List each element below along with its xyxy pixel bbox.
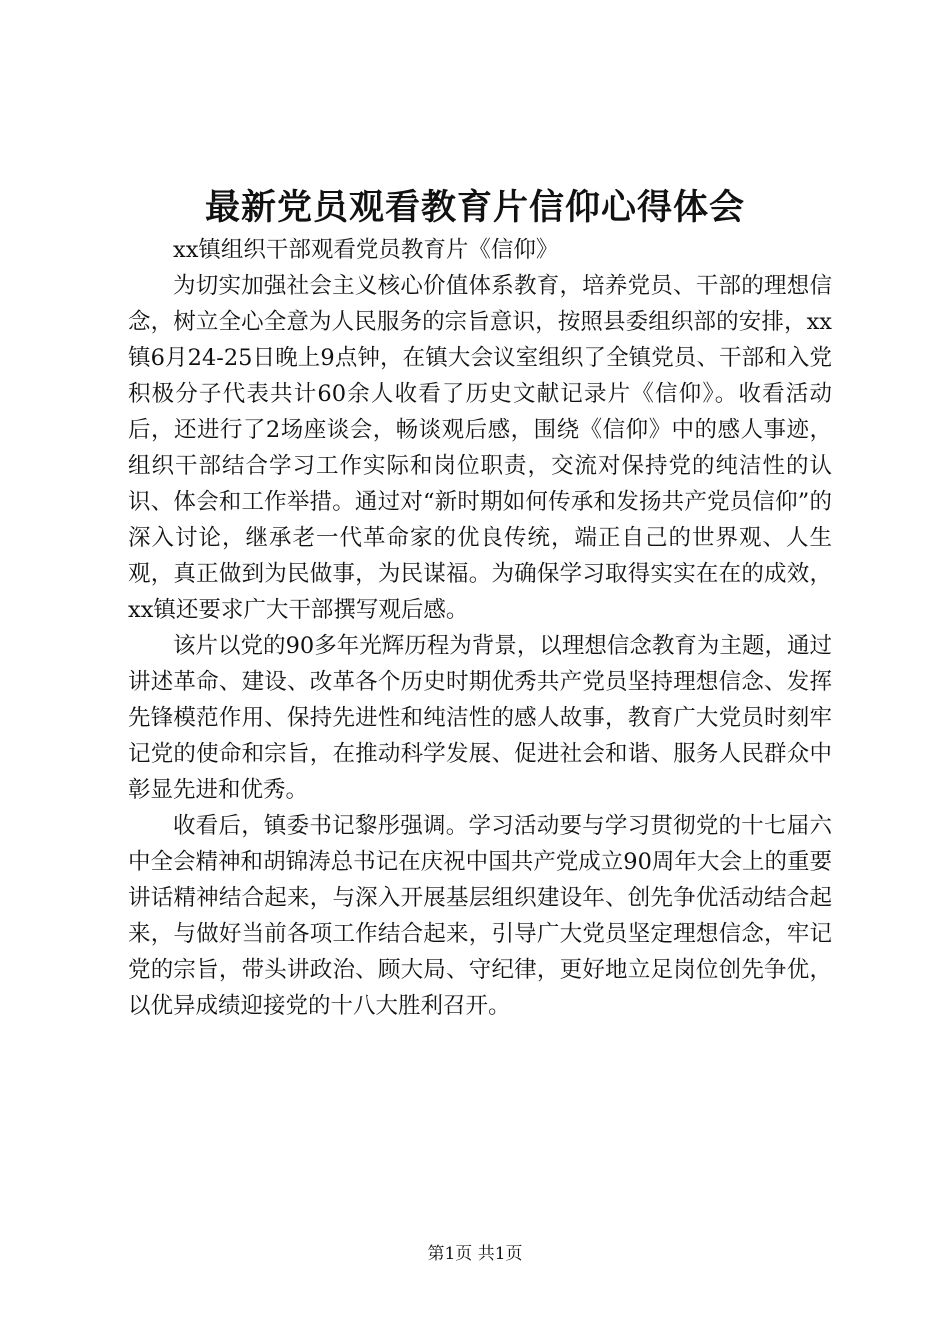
paragraph: 收看后，镇委书记黎彤强调。学习活动要与学习贯彻党的十七届六中全会精神和胡锦涛总书记在庆祝中国共产党成立90周年大会上的重要讲话精神结合起来，与深入开展基层组织建设年、创先争优活动结合起来，与做好当前各项工作结合起来，引导广大党员坚定理想信念，牢记党的宗旨，带头讲政治、顾大局、守纪律，更好地立足岗位创先争优，以优异成绩迎接党的十八大胜利召开。: [128, 813, 832, 1019]
paragraph-subtitle: xx镇组织干部观看党员教育片《信仰》: [173, 237, 559, 263]
paragraph: 为切实加强社会主义核心价值体系教育，培养党员、干部的理想信念，树立全心全意为人民服务的宗旨意识，按照县委组织部的安排，xx镇6月24-25日晚上9点钟，在镇大会议室组织了全镇党员、干部和入党积极分子代表共计60余人收看了历史文献记录片《信仰》。收看活动后，还进行了2场座谈会，畅谈观后感，围绕《信仰》中的感人事迹，组织干部结合学习工作实际和岗位职责，交流对保持党的纯洁性的认识、体会和工作举措。通过对“新时期如何传承和发扬共产党员信仰”的深入讨论，继承老一代革命家的优良传统，端正自己的世界观、人生观，真正做到为民做事，为民谋福。为确保学习取得实实在在的成效，xx镇还要求广大干部撰写观后感。: [128, 273, 832, 623]
document-body: [128, 232, 832, 1024]
document-title: 最新党员观看教育片信仰心得体会: [204, 187, 745, 228]
page-footer: 第1页 共1页: [427, 1244, 523, 1264]
paragraph: 该片以党的90多年光辉历程为背景，以理想信念教育为主题，通过讲述革命、建设、改革各个历史时期优秀共产党员坚持理想信念、发挥先锋模范作用、保持先进性和纯洁性的感人故事，教育广大党员时刻牢记党的使命和宗旨，在推动科学发展、促进社会和谐、服务人民群众中彰显先进和优秀。: [128, 633, 832, 803]
